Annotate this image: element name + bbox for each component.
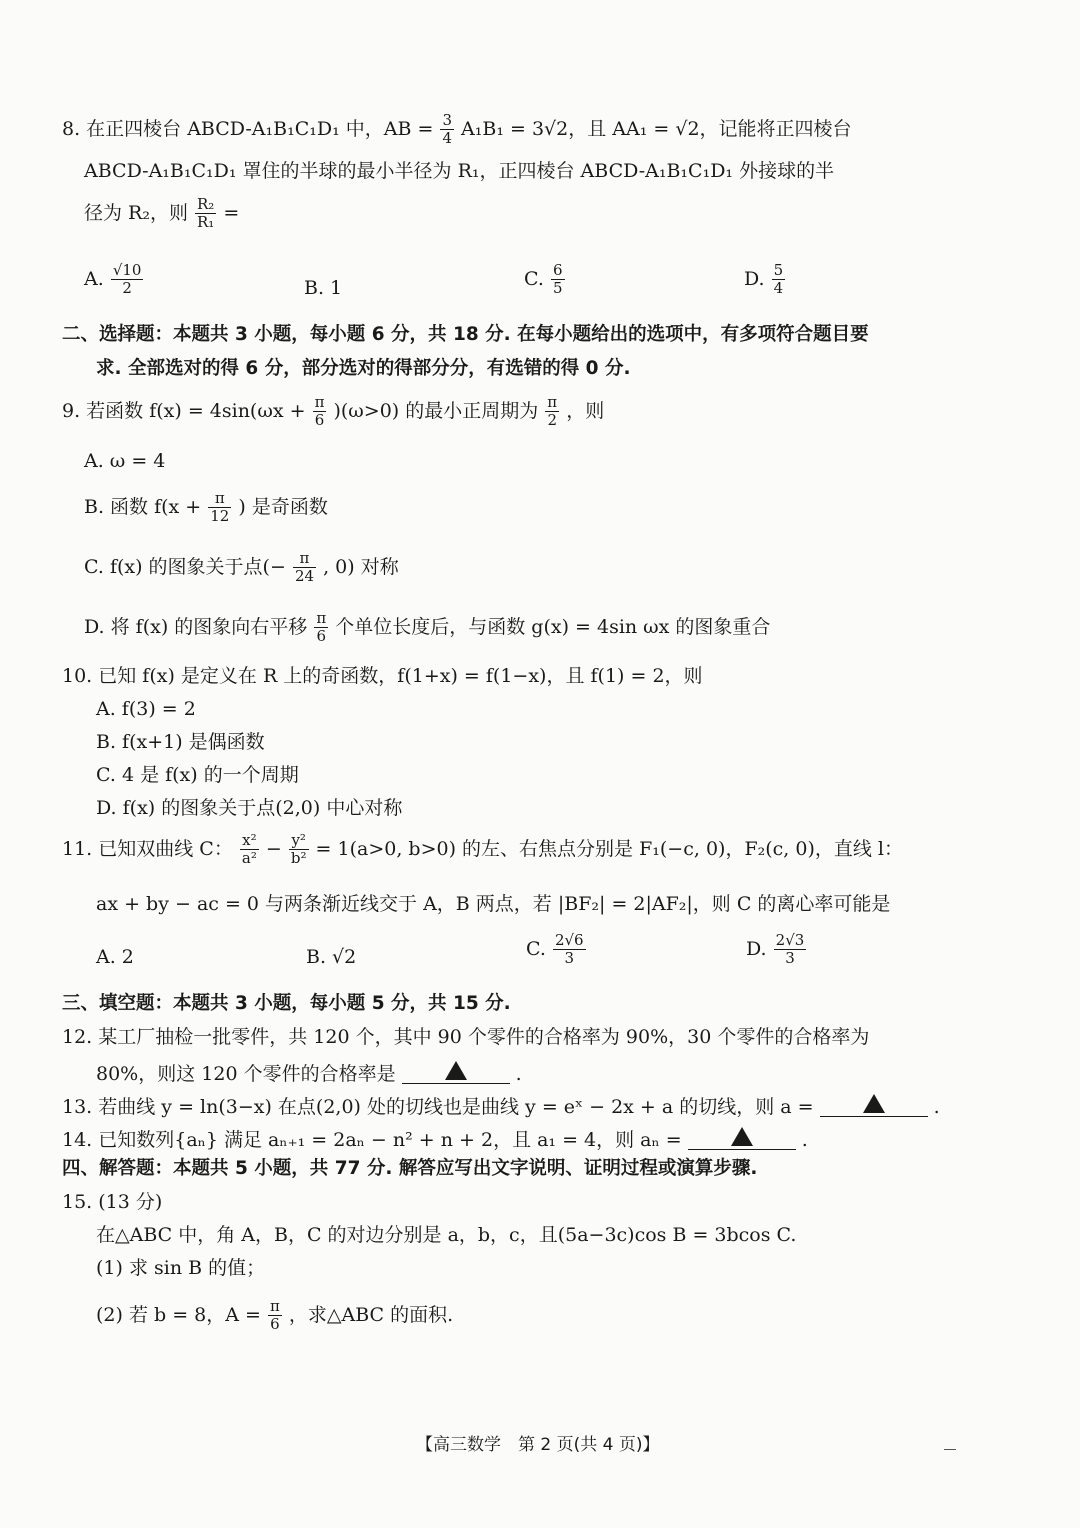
page-footer: 【高三数学 第 2 页(共 4 页)】 xyxy=(416,1435,660,1455)
q10-option-c: C. 4 是 f(x) 的一个周期 xyxy=(96,764,299,786)
section-2-heading-line-2: 求. 全部选对的得 6 分，部分选对的得部分分，有选错的得 0 分. xyxy=(96,358,631,379)
corner-mark xyxy=(944,1449,956,1450)
q11-line-1 xyxy=(62,832,903,868)
q11-option-c-fraction: $\frac{2√6}{3}$ xyxy=(554,931,584,968)
q15-part-2-a: (2) 若 b = 8，A = xyxy=(96,1303,261,1326)
q11-text-b: = 1(a>0, b>0) 的左、右焦点分别是 F₁(−c, 0)，F₂(c, 0)，直线 l： xyxy=(315,837,903,860)
q9-fraction-pi-6: $\frac{\pi}{6}$ xyxy=(314,393,325,430)
q9-fraction-pi-2: $\frac{\pi}{2}$ xyxy=(547,393,558,430)
q9-stem-a: 9. 若函数 f(x) = 4sin(ωx + xyxy=(62,399,306,422)
q10-option-d: D. f(x) 的图象关于点(2,0) 中心对称 xyxy=(96,797,403,819)
q8-option-c-fraction: $\frac{6}{5}$ xyxy=(552,261,563,298)
q12-text: 80%，则这 120 个零件的合格率是 xyxy=(96,1063,396,1085)
q9-option-d-b: 个单位长度后，与函数 g(x) = 4sin ωx 的图象重合 xyxy=(335,615,771,638)
q8-option-d-fraction: $\frac{5}{4}$ xyxy=(773,261,784,298)
triangle-icon xyxy=(731,1127,753,1146)
q9-option-b-b: ) 是奇函数 xyxy=(238,495,328,518)
q11-option-a: A. 2 xyxy=(96,946,134,968)
q9-stem-b: )(ω>0) 的最小正周期为 xyxy=(333,399,539,422)
q9-option-d-a: D. 将 f(x) 的图象向右平移 xyxy=(84,615,308,638)
q8-fraction-3-4: $\frac{3}{4}$ xyxy=(442,111,452,148)
q9-option-c-fraction: $\frac{\pi}{24}$ xyxy=(294,549,315,586)
q9-stem xyxy=(62,394,604,430)
q15-stem: 在△ABC 中，角 A，B，C 的对边分别是 a，b，c，且(5a−3c)cos B = 3bcos C. xyxy=(96,1224,797,1246)
q8-line-2: ABCD-A₁B₁C₁D₁ 罩住的半球的最小半径为 R₁，正四棱台 ABCD-A₁B₁C₁D₁ 外接球的半 xyxy=(84,160,835,182)
q8-option-c xyxy=(524,262,566,298)
q8-option-d-label: D. xyxy=(744,267,765,290)
q13-line xyxy=(62,1094,940,1117)
triangle-icon xyxy=(445,1061,467,1080)
q14-line xyxy=(62,1127,808,1150)
q8-line-3 xyxy=(84,196,239,232)
q13-answer-blank[interactable] xyxy=(820,1094,928,1117)
triangle-icon xyxy=(863,1094,885,1113)
q8-option-b: B. 1 xyxy=(304,277,343,299)
q9-option-b-fraction: $\frac{\pi}{12}$ xyxy=(210,489,230,526)
q9-option-d-fraction: $\frac{\pi}{6}$ xyxy=(316,609,327,646)
q11-line-2: ax + by − ac = 0 与两条渐近线交于 A，B 两点，若 |BF₂| = 2|AF₂|，则 C 的离心率可能是 xyxy=(96,893,891,915)
q9-option-b-a: B. 函数 f(x + xyxy=(84,495,202,518)
q11-option-b: B. √2 xyxy=(306,946,357,968)
section-4-heading: 四、解答题：本题共 5 小题，共 77 分. 解答应写出文字说明、证明过程或演算步骤. xyxy=(62,1158,758,1179)
q8-option-d xyxy=(744,262,786,298)
q11-option-c xyxy=(526,932,587,968)
q8-text-c: 径为 R₂，则 xyxy=(84,201,188,224)
q8-equals: = xyxy=(223,201,240,224)
q12-line-1: 12. 某工厂抽检一批零件，共 120 个，其中 90 个零件的合格率为 90%，30 个零件的合格率为 xyxy=(62,1026,870,1048)
q14-period: . xyxy=(801,1129,808,1151)
q15-fraction-pi-6: $\frac{\pi}{6}$ xyxy=(269,1297,280,1334)
q8-fraction-r2-r1: $\frac{\text{R₂}}{\text{R₁}}$ xyxy=(197,195,215,232)
q8-option-a xyxy=(84,262,144,298)
q8-text-b: A₁B₁ = 3√2，且 AA₁ = √2，记能将正四棱台 xyxy=(461,117,852,140)
q9-option-c xyxy=(84,550,399,586)
q11-option-d xyxy=(746,932,807,968)
q12-answer-blank[interactable] xyxy=(402,1061,510,1084)
q9-option-c-a: C. f(x) 的图象关于点(− xyxy=(84,555,286,578)
q8-option-a-fraction: $\frac{√10}{2}$ xyxy=(112,261,142,298)
section-2-heading-line-1: 二、选择题：本题共 3 小题，每小题 6 分，共 18 分. 在每小题给出的选项中，有多项符合题目要 xyxy=(62,324,869,345)
q8-option-c-label: C. xyxy=(524,267,544,290)
q10-option-a: A. f(3) = 2 xyxy=(96,698,196,720)
q15-part-1: (1) 求 sin B 的值； xyxy=(96,1257,266,1279)
q11-fraction-x2-a2: $\frac{\text{x²}}{\text{a²}}$ xyxy=(241,831,257,868)
section-3-heading: 三、填空题：本题共 3 小题，每小题 5 分，共 15 分. xyxy=(62,993,511,1014)
q13-period: . xyxy=(933,1096,940,1118)
q13-text: 13. 若曲线 y = ln(3−x) 在点(2,0) 处的切线也是曲线 y = eˣ − 2x + a 的切线，则 a = xyxy=(62,1096,814,1118)
q10-option-b: B. f(x+1) 是偶函数 xyxy=(96,731,265,753)
q8-text-a: 8. 在正四棱台 ABCD-A₁B₁C₁D₁ 中，AB = xyxy=(62,117,434,140)
q10-stem: 10. 已知 f(x) 是定义在 R 上的奇函数，f(1+x) = f(1−x)，且 f(1) = 2，则 xyxy=(62,665,703,687)
q11-option-c-label: C. xyxy=(526,937,546,960)
q9-option-b xyxy=(84,490,328,526)
q14-text: 14. 已知数列{aₙ} 满足 aₙ₊₁ = 2aₙ − n² + n + 2，且 a₁ = 4，则 aₙ = xyxy=(62,1129,682,1151)
q11-option-d-label: D. xyxy=(746,937,767,960)
q9-option-d xyxy=(84,610,770,646)
q15-part-2-b: ，求△ABC 的面积. xyxy=(288,1303,454,1326)
q8-line-1 xyxy=(62,112,852,148)
q8-option-a-label: A. xyxy=(84,267,104,290)
q12-line-2 xyxy=(96,1061,522,1084)
q12-period: . xyxy=(515,1063,522,1085)
q9-option-a: A. ω = 4 xyxy=(84,450,166,472)
q15-header: 15. (13 分) xyxy=(62,1191,163,1213)
q11-option-d-fraction: $\frac{2√3}{3}$ xyxy=(775,931,805,968)
q14-answer-blank[interactable] xyxy=(688,1127,796,1150)
q11-text-a: 11. 已知双曲线 C： xyxy=(62,837,233,860)
q11-minus: − xyxy=(265,837,282,860)
q9-stem-c: ，则 xyxy=(566,399,605,422)
q9-option-c-b: , 0) 对称 xyxy=(323,555,399,578)
q15-part-2 xyxy=(96,1298,453,1334)
q11-fraction-y2-b2: $\frac{\text{y²}}{\text{b²}}$ xyxy=(290,831,307,868)
